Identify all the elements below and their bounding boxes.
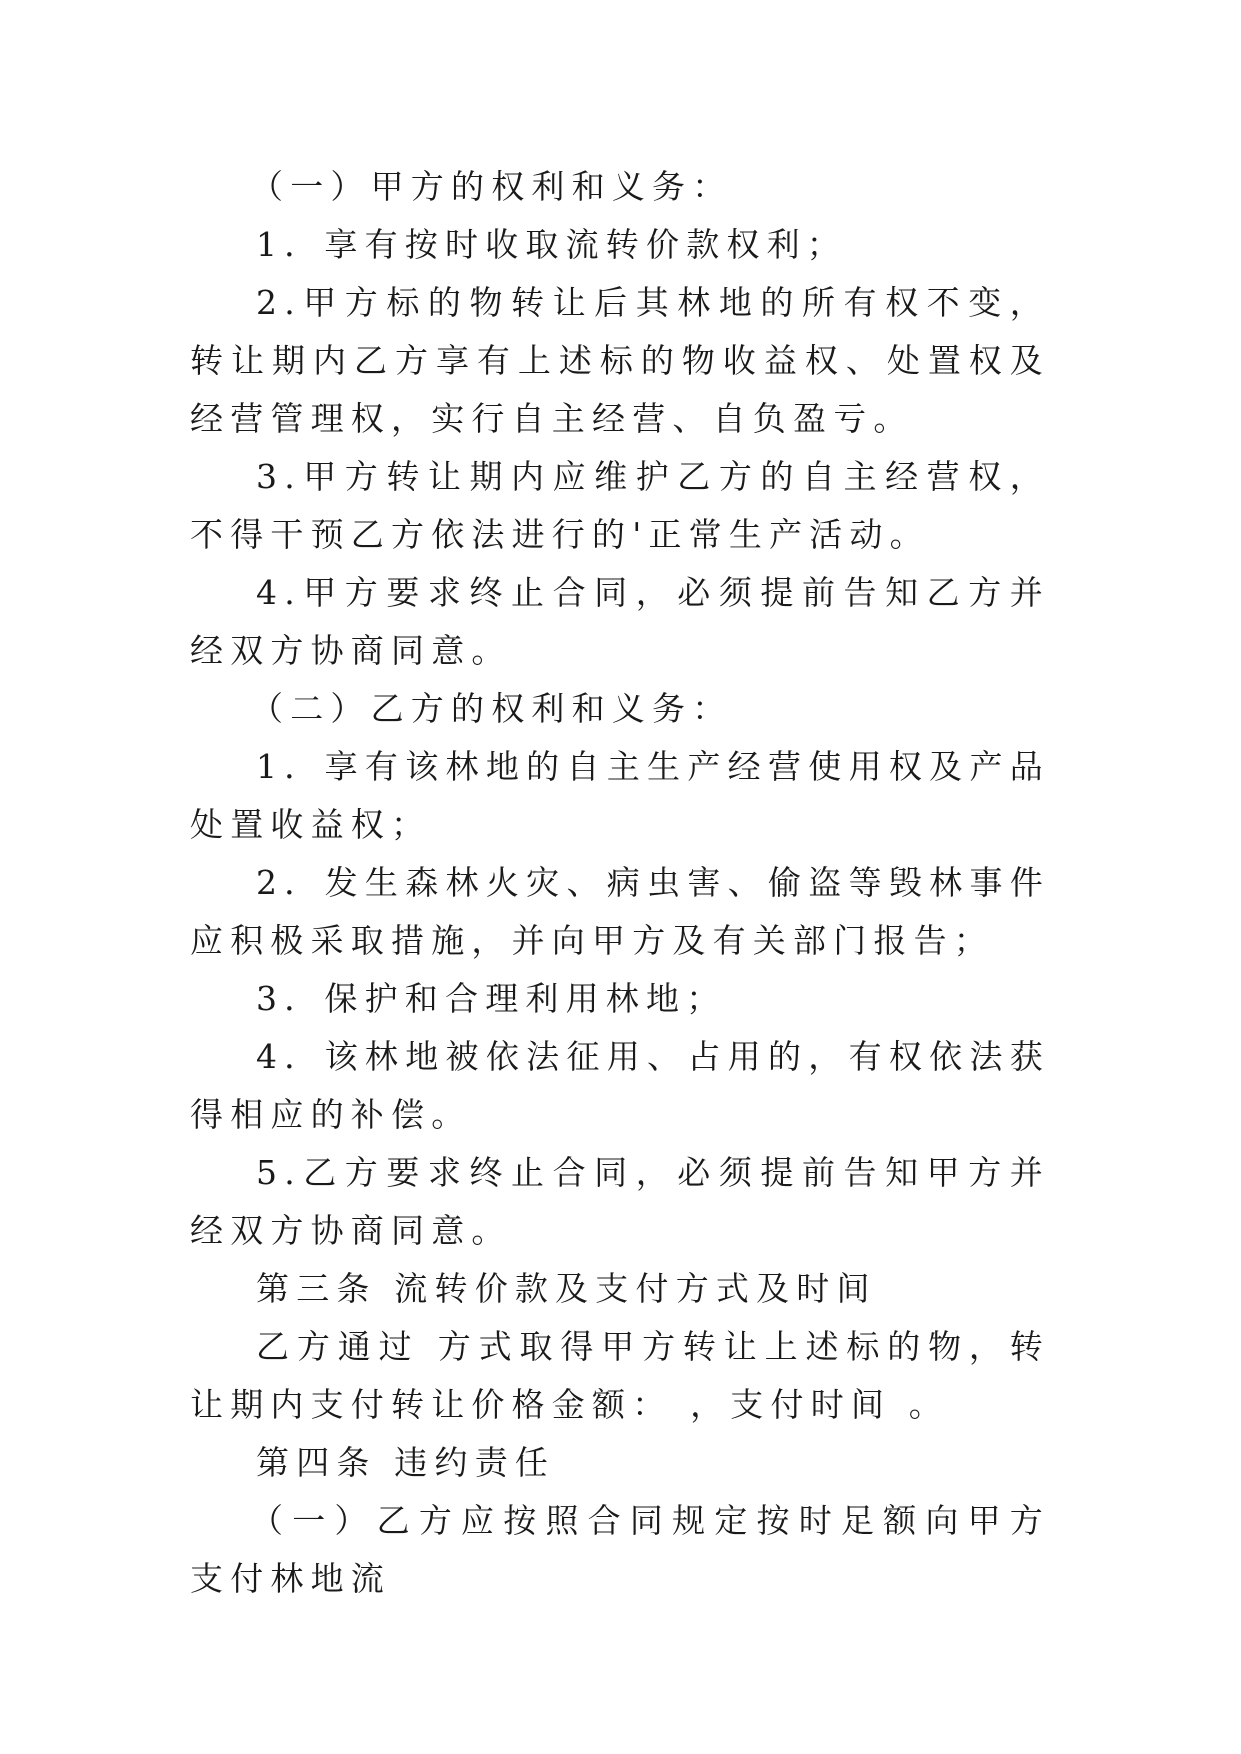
clause-b-5: 5.乙方要求终止合同，必须提前告知甲方并经双方协商同意。: [190, 1153, 1050, 1250]
clause-b-3: 3．保护和合理利用林地；: [256, 979, 727, 1018]
clause-b-1: 1．享有该林地的自主生产经营使用权及产品处置收益权；: [190, 747, 1050, 844]
clause-a-3: 3.甲方转让期内应维护乙方的自主经营权，不得干预乙方依法进行的'正常生产活动。: [190, 457, 1050, 554]
clause-a-4: 4.甲方要求终止合同，必须提前告知乙方并经双方协商同意。: [190, 573, 1050, 670]
clause-b-4: 4．该林地被依法征用、占用的，有权依法获得相应的补偿。: [190, 1037, 1050, 1134]
article-3-body: 乙方通过 方式取得甲方转让上述标的物，转让期内支付转让价格金额： ，支付时间 。: [190, 1327, 1050, 1424]
section-heading-party-a: （一）甲方的权利和义务：: [250, 167, 733, 206]
article-4-heading: 第四条 违约责任: [256, 1443, 556, 1482]
article-3-heading: 第三条 流转价款及支付方式及时间: [256, 1269, 877, 1308]
clause-a-2: 2.甲方标的物转让后其林地的所有权不变，转让期内乙方享有上述标的物收益权、处置权及经营管理权，实行自主经营、自负盈亏。: [190, 283, 1050, 438]
clause-a-1: 1．享有按时收取流转价款权利；: [256, 225, 847, 264]
section-heading-party-b: （二）乙方的权利和义务：: [250, 689, 733, 728]
article-4-clause-1: （一）乙方应按照合同规定按时足额向甲方支付林地流: [190, 1501, 1050, 1598]
document-body: [190, 158, 1050, 1608]
clause-b-2: 2．发生森林火灾、病虫害、偷盗等毁林事件应积极采取措施，并向甲方及有关部门报告；: [190, 863, 1050, 960]
